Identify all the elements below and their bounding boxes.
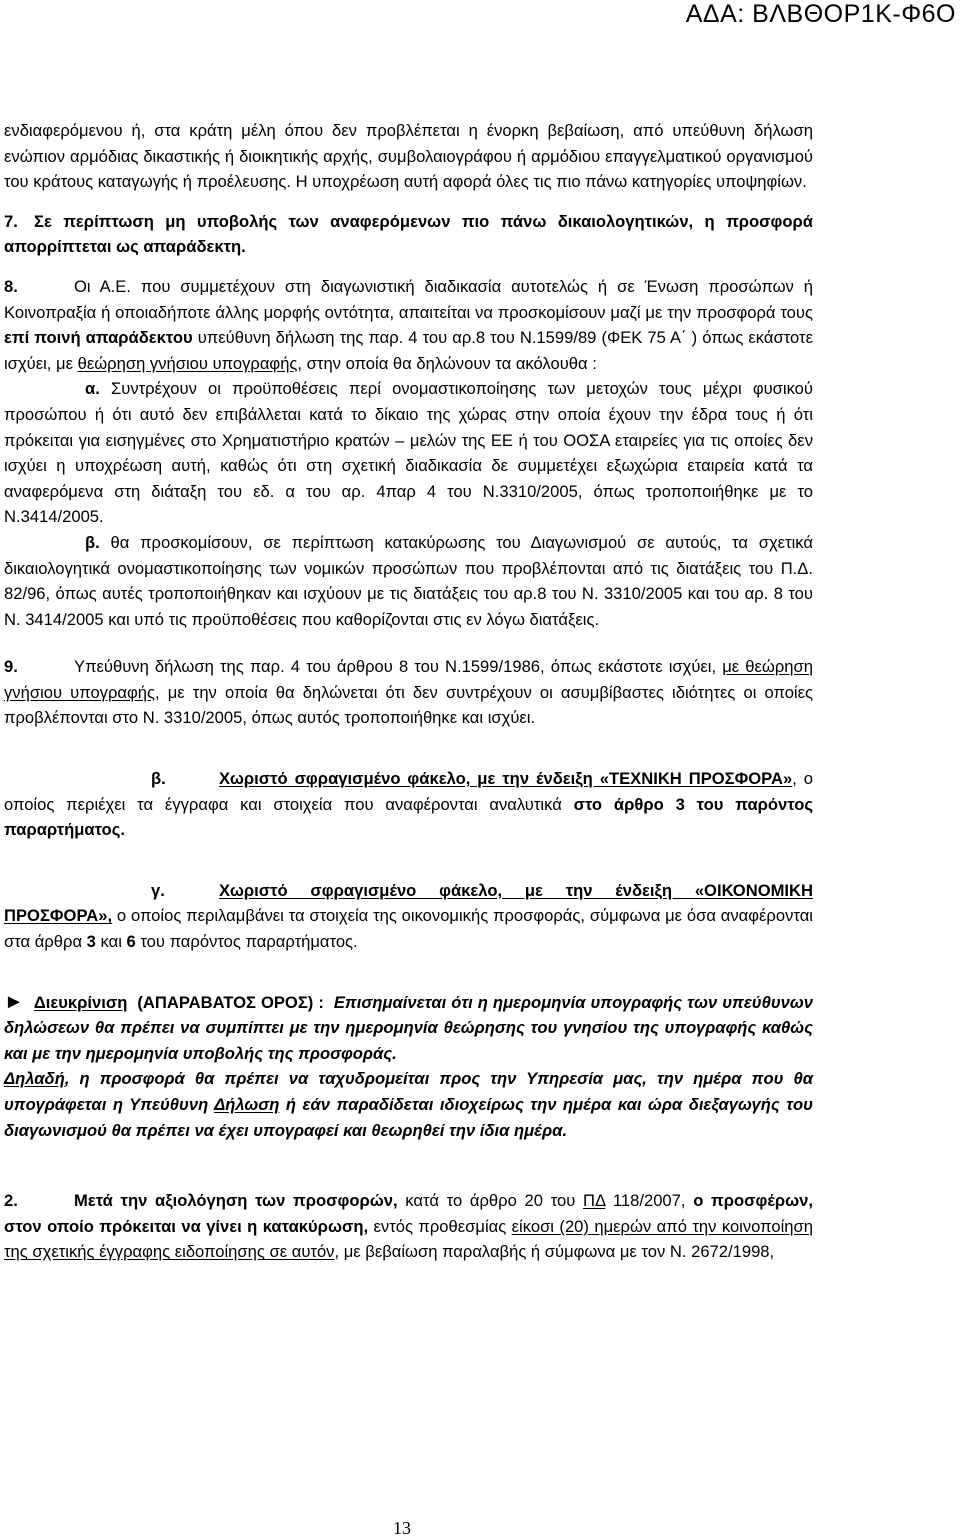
underlined-heading: Χωριστό σφραγισμένο φάκελο, με την ένδειξη «ΤΕΧΝΙΚΗ ΠΡΟΣΦΟΡΑ» — [219, 769, 793, 789]
item-number: 9. — [4, 657, 18, 677]
bold-phrase: επί ποινή απαράδεκτου — [4, 328, 193, 348]
paragraph-g-text: του παρόντος παραρτήματος. — [135, 932, 358, 952]
underlined-phrase: είκοσι (20) ημερών από την κοινοποίηση της σχετικής έγγραφης ειδοποίησης σε αυτόν — [4, 1216, 813, 1262]
bold-phrase: Μετά την αξιολόγηση των προσφορών, — [74, 1191, 398, 1211]
clarification-note-2 — [4, 1066, 813, 1143]
note-text: Επισημαίνεται ότι η ημερομηνία υπογραφής των υπεύθυνων δηλώσεων θα πρέπει να συμπίπτει με την ημερομηνία θεώρησης του γνησίου της υπογραφής καθώς και με την ημερομηνία υποβολής της προσφοράς. — [4, 992, 813, 1063]
underlined-heading: Χωριστό σφραγισμένο φάκελο, με την ένδειξη «ΟΙΚΟΝΟΜΙΚΗ ΠΡΟΣΦΟΡΑ», — [4, 880, 813, 926]
paragraph-b-technical — [4, 766, 813, 843]
note-text: ή εάν παραδίδεται ιδιοχείρως την ημέρα και ώρα διεξαγωγής του διαγωνισμού θα πρέπει να έχει υπογραφεί και θεωρηθεί την ίδια ημέρα. — [4, 1095, 813, 1140]
paragraph-g-text: και — [95, 932, 127, 952]
underlined-phrase: με θεώρηση γνήσιου υπογραφής — [4, 657, 813, 702]
paragraph-2 — [4, 1188, 813, 1265]
page-number: 13 — [393, 1518, 411, 1538]
document-body — [4, 118, 813, 1265]
paragraph-g-text: ο οποίος περιλαμβάνει τα στοιχεία της οικονομικής προσφοράς, σύμφωνα με όσα αναφέρονται στα άρθρα — [4, 906, 813, 952]
note-title: Διευκρίνιση — [33, 992, 128, 1012]
paragraph-8b-text: θα προσκομίσουν, σε περίπτωση κατακύρωσης του Διαγωνισμού σε αυτούς, τα σχετικά δικαιολογητικά ονομαστικοποίησης των νομικών προσώπων που προβλέπονται από τις διατάξεις του Π.Δ. 82/96, όπως αυτές τροποποιήθηκαν και ισχύουν με τις διατάξεις του αρ.8 του Ν. 3310/2005 και του αρ. 8 του Ν. 3414/2005 και υπό τις προϋποθέσεις που καθορίζονται στις εν λόγω διατάξεις. — [4, 532, 813, 629]
item-number: 7. — [4, 211, 18, 231]
paragraph-7-text: Σε περίπτωση μη υποβολής των αναφερόμενων πιο πάνω δικαιολογητικών, η προσφορά απορρίπτεται ως απαράδεκτη. — [4, 211, 813, 257]
underlined-phrase: θεώρηση γνήσιου υπογραφής — [77, 353, 298, 373]
article-number: 3 — [86, 932, 96, 952]
bold-phrase: στο άρθρο 3 του παρόντος παραρτήματος. — [4, 794, 813, 840]
underlined-phrase: Δηλαδή — [4, 1069, 65, 1089]
paragraph-8-text: υπεύθυνη δήλωση της παρ. 4 του αρ.8 του Ν.1599/89 (ΦΕΚ 75 Α΄ ) όπως εκάστοτε ισχύει, με — [4, 328, 813, 373]
paragraph-intro: ενδιαφερόμενου ή, στα κράτη μέλη όπου δεν προβλέπεται η ένορκη βεβαίωση, από υπεύθυνη δήλωση ενώπιον αρμόδιας δικαστικής ή διοικητικής αρχής, συμβολαιογράφου ή αρμόδιου επαγγελματικού οργανισμού του κράτους καταγωγής ή προέλευσης. Η υποχρέωση αυτή αφορά όλες τις πιο πάνω κατηγορίες υποψηφίων. — [4, 121, 813, 192]
paragraph-8 — [4, 274, 813, 376]
arrow-right-icon: ► — [4, 990, 24, 1013]
paragraph-9-text: , με την οποία θα δηλώνεται ότι δεν συντρέχουν οι ασυμβίβαστες ιδιότητες οι οποίες προβλέπονται στο Ν. 3310/2005, όπως αυτός τροποποιήθηκε και ισχύει. — [4, 682, 814, 728]
paragraph-7 — [4, 209, 813, 260]
item-number: 8. — [4, 276, 18, 296]
paragraph-8-text: Οι Α.Ε. που συμμετέχουν στη διαγωνιστική διαδικασία αυτοτελώς ή σε Ένωση προσώπων ή Κοινοπραξία ή οποιαδήποτε άλλης μορφής οντότητα, απαιτείται να προσκομίσουν μαζί με την προσφορά τους — [4, 276, 813, 322]
paragraph-9 — [4, 654, 813, 731]
bold-phrase: ο προσφέρων, στον οποίο πρόκειται να γίνει η κατακύρωση, — [4, 1191, 813, 1236]
note-label: (ΑΠΑΡΑΒΑΤΟΣ ΟΡΟΣ) : — [137, 992, 324, 1012]
subitem-label: β. — [151, 769, 166, 789]
subitem-label: α. — [85, 379, 100, 399]
underlined-phrase: ΠΔ — [583, 1191, 606, 1211]
paragraph-2-text: 118/2007, — [605, 1191, 694, 1211]
paragraph-2-text: εντός προθεσμίας — [368, 1216, 512, 1236]
paragraph-b-text: , ο οποίος περιέχει τα έγγραφα και στοιχεία που αναφέρονται αναλυτικά — [4, 769, 813, 814]
paragraph-8-text: , στην οποία θα δηλώνουν τα ακόλουθα : — [297, 353, 597, 373]
item-number: 2. — [4, 1191, 18, 1211]
underlined-phrase: Δήλωση — [214, 1095, 280, 1114]
article-number: 6 — [126, 932, 136, 952]
paragraph-8b — [4, 530, 813, 632]
paragraph-g-financial — [4, 878, 813, 955]
note-text: , η προσφορά θα πρέπει να ταχυδρομείται προς την Υπηρεσία μας, την ημέρα που θα υπογράφεται η Υπεύθυνη — [4, 1069, 813, 1114]
paragraph-2-text: κατά το άρθρο 20 του — [397, 1191, 584, 1211]
paragraph-8a-text: Συντρέχουν οι προϋποθέσεις περί ονομαστικοποίησης των μετοχών τους μέχρι φυσικού προσώπου ή ότι αυτό δεν επιβάλλεται κατά το δίκαιο της χώρας στην οποία έχουν την έδρα τους ή ότι πρόκειται για εισηγμένες στο Χρηματιστήριο κρατών – μελών της ΕΕ ή του ΟΟΣΑ εταιρείες για τις οποίες δεν ισχύει η υποχρέωση αυτή, καθώς ότι στη σχετική διαδικασία δε συμμετέχει εξωχώρια εταιρεία κατά τα αναφερόμενα στη διάταξη του εδ. α του αρ. 4παρ 4 του Ν.3310/2005, όπως τροποποιήθηκε με το Ν.3414/2005. — [4, 379, 813, 527]
paragraph-2-text: , με βεβαίωση παραλαβής ή σύμφωνα με τον Ν. 2672/1998, — [334, 1242, 775, 1262]
paragraph-9-text: Υπεύθυνη δήλωση της παρ. 4 του άρθρου 8 του Ν.1599/1986, όπως εκάστοτε ισχύει, — [74, 657, 723, 677]
clarification-note — [4, 990, 813, 1067]
subitem-label: γ. — [151, 880, 165, 900]
ada-code: ΑΔΑ: ΒΛΒΘΟΡ1Κ-Φ6Ο — [685, 0, 956, 28]
subitem-label: β. — [85, 532, 100, 552]
paragraph-8a — [4, 376, 813, 530]
